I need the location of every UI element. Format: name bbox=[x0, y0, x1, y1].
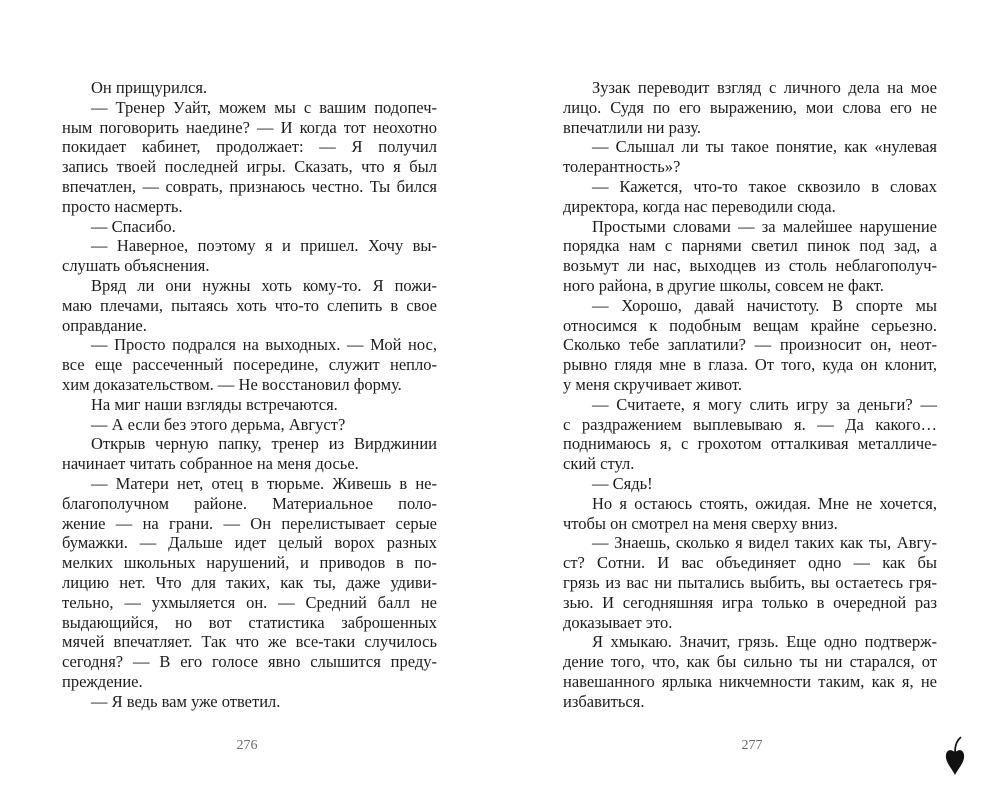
text-line: хим доказательством. — Не восстановил форму. bbox=[62, 374, 402, 394]
text-line: — Спасибо. bbox=[91, 216, 176, 236]
text-line: Сколько тебе заплатили? — произносит он, неот- bbox=[563, 335, 937, 355]
text-line: лицо. Судя по его выражению, мои слова его не bbox=[563, 97, 937, 117]
text-line: ст? Сотни. И вас объединяет одно — как бы bbox=[563, 553, 937, 573]
text-line: — Слышал ли ты такое понятие, как «нулевая bbox=[592, 137, 937, 157]
text-column bbox=[563, 78, 937, 712]
text-line: оправдание. bbox=[62, 315, 147, 335]
text-line: — Хорошо, давай начистоту. В спорте мы bbox=[592, 295, 937, 315]
text-line: — Наверное, поэтому я и пришел. Хочу вы- bbox=[91, 236, 437, 256]
paragraph bbox=[563, 474, 937, 494]
text-line: рывно глядя мне в глаза. От того, куда он клонит, bbox=[563, 355, 937, 375]
text-line: впечатлен, — соврать, признаюсь честно. Ты бился bbox=[62, 176, 437, 196]
text-line: Зузак переводит взгляд с личного дела на мое bbox=[592, 78, 937, 97]
text-line: избавиться. bbox=[563, 691, 645, 711]
text-line: выдающийся, но вот статистика заброшенных bbox=[62, 612, 437, 632]
text-line: Я хмыкаю. Значит, грязь. Еще одно подтверж- bbox=[592, 632, 937, 652]
paragraph bbox=[563, 296, 937, 395]
text-line: — Матери нет, отец в тюрьме. Живешь в не- bbox=[91, 473, 437, 493]
page-number: 276 bbox=[236, 738, 258, 753]
paragraph bbox=[563, 494, 937, 534]
text-line: сегодня? — В его голосе явно слышится преду- bbox=[62, 652, 437, 672]
page-number: 277 bbox=[741, 738, 763, 753]
paragraph bbox=[563, 177, 937, 217]
text-line: Открыв черную папку, тренер из Вирджинии bbox=[91, 434, 437, 454]
paragraph bbox=[62, 78, 437, 98]
text-column bbox=[62, 78, 437, 712]
text-line: мячей впечатляет. Так что же все-таки случилось bbox=[62, 632, 437, 652]
text-line: чтобы он смотрел на меня сверху вниз. bbox=[563, 513, 838, 533]
text-line: Простыми словами — за малейшее нарушение bbox=[592, 216, 937, 236]
text-line: Но я остаюсь стоять, ожидая. Мне не хочется, bbox=[592, 493, 937, 513]
paragraph bbox=[62, 692, 437, 712]
text-line: зью. И сегодняшняя игра только в очередной раз bbox=[563, 592, 937, 612]
paragraph bbox=[563, 632, 937, 711]
paragraph bbox=[563, 533, 937, 632]
text-line: — Просто подрался на выходных. — Мой нос, bbox=[91, 335, 437, 355]
text-line: директора, когда нас переводили сюда. bbox=[563, 196, 836, 216]
text-line: с раздражением выплевываю я. — Да какого… bbox=[563, 414, 937, 434]
paragraph bbox=[563, 78, 937, 137]
text-line: возьмут ли нас, выходцев из столь неблагополуч- bbox=[563, 256, 937, 276]
text-line: жение — на грани. — Он перелистывает серые bbox=[62, 513, 437, 533]
text-line: благополучном районе. Материальное поло- bbox=[62, 493, 437, 513]
text-line: бумажки. — Дальше идет целый ворох разных bbox=[62, 533, 437, 553]
text-line: маю плечами, пытаясь хоть что-то слепить в свое bbox=[62, 295, 437, 315]
paragraph bbox=[62, 217, 437, 237]
text-line: На миг наши взгляды встречаются. bbox=[91, 394, 338, 414]
text-line: преждение. bbox=[62, 671, 143, 691]
text-line: — Знаешь, сколько я видел таких как ты, Авгу- bbox=[592, 533, 937, 553]
text-line: ский стул. bbox=[563, 454, 635, 474]
text-line: — Кажется, что-то такое сквозило в словах bbox=[592, 176, 937, 196]
text-line: — Сядь! bbox=[592, 473, 653, 493]
text-line: запись твоей последней игры. Сказать, что я был bbox=[62, 157, 437, 177]
text-line: грязь из вас ни пытались выбить, вы остаетесь гря- bbox=[563, 572, 937, 592]
paragraph bbox=[62, 434, 437, 474]
paragraph bbox=[62, 236, 437, 276]
text-line: лицию нет. Что для таких, как ты, даже удиви- bbox=[62, 572, 437, 592]
paragraph bbox=[62, 98, 437, 217]
text-line: — Я ведь вам уже ответил. bbox=[91, 691, 281, 711]
paragraph bbox=[62, 276, 437, 335]
text-line: относимся к подобным вещам крайне серьезно. bbox=[563, 315, 937, 335]
text-line: — А если без этого дерьма, Август? bbox=[91, 414, 346, 434]
text-line: все еще рассеченный посередине, служит непло- bbox=[62, 355, 437, 375]
page-right bbox=[500, 0, 1000, 794]
text-line: покидает кабинет, продолжает: — Я получил bbox=[62, 137, 437, 157]
text-line: просто насмерть. bbox=[62, 196, 183, 216]
text-line: доказывает это. bbox=[563, 612, 673, 632]
text-line: слушать объяснения. bbox=[62, 256, 210, 276]
text-line: ного района, в другие школы, совсем не факт. bbox=[563, 275, 884, 295]
text-line: ным поговорить наедине? — И когда тот неохотно bbox=[62, 117, 437, 137]
paragraph bbox=[62, 474, 437, 692]
text-line: у меня скручивает живот. bbox=[563, 374, 743, 394]
text-line: впечатлили ни разу. bbox=[563, 117, 702, 137]
text-line: начинает читать собранное на меня досье. bbox=[62, 454, 359, 474]
text-line: — Тренер Уайт, можем мы с вашим подопеч- bbox=[91, 97, 437, 117]
text-line: Он прищурился. bbox=[91, 78, 208, 97]
paragraph bbox=[563, 395, 937, 474]
paragraph bbox=[62, 415, 437, 435]
text-line: Вряд ли они нужны хоть кому-то. Я пожи- bbox=[91, 275, 437, 295]
text-line: тельно, — ухмыляется он. — Средний балл не bbox=[62, 592, 437, 612]
text-line: поднимаюсь я, с грохотом отталкивая металличе- bbox=[563, 434, 937, 454]
text-line: — Считаете, я могу слить игру за деньги? — bbox=[592, 394, 937, 414]
text-line: мелких школьных нарушений, и приводов в по- bbox=[62, 553, 437, 573]
paragraph bbox=[563, 137, 937, 177]
paragraph bbox=[563, 217, 937, 296]
paragraph bbox=[62, 395, 437, 415]
text-line: дение того, что, как бы сильно ты ни старался, от bbox=[563, 652, 937, 672]
text-line: порядка нам с парнями светил пинок под зад, а bbox=[563, 236, 937, 256]
paragraph bbox=[62, 335, 437, 394]
text-line: толерантность»? bbox=[563, 157, 681, 177]
leaf-icon bbox=[944, 736, 966, 776]
text-line: навешанного ярлыка никчемности таким, как я, не bbox=[563, 671, 937, 691]
